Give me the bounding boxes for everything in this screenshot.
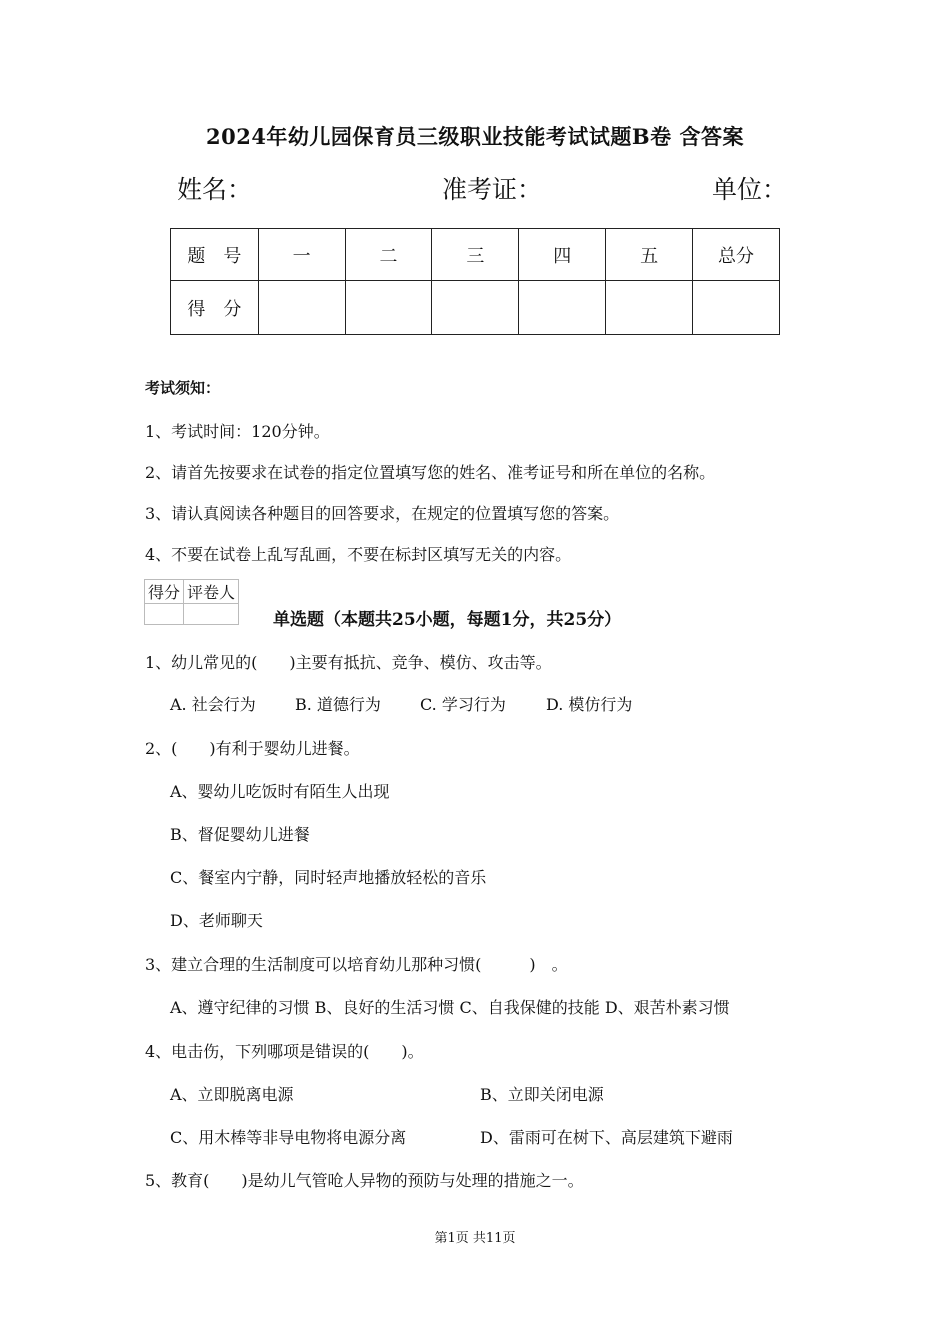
header-cell-4: 四 <box>519 229 606 281</box>
grader-reviewer-cell[interactable] <box>184 604 239 625</box>
question-option: D、雷雨可在树下、高层建筑下避雨 <box>480 1128 733 1147</box>
question-stem: 2、( )有利于婴幼儿进餐。 <box>145 739 360 758</box>
score-cell-2[interactable] <box>345 281 432 335</box>
question-option: B、督促婴幼儿进餐 <box>170 825 310 844</box>
score-table-header-row <box>171 229 780 281</box>
name-field-label: 姓名： <box>177 175 253 204</box>
score-cell-1[interactable] <box>258 281 345 335</box>
question-option: A、立即脱离电源 <box>170 1085 294 1104</box>
page-title: 2024年幼儿园保育员三级职业技能考试试题B卷 含答案 <box>205 124 744 149</box>
page-footer: 第1页 共11页 <box>434 1231 516 1246</box>
score-cell-total[interactable] <box>693 281 780 335</box>
candidate-fields <box>177 170 788 204</box>
question-stem: 4、电击伤，下列哪项是错误的( )。 <box>145 1042 424 1061</box>
section-title: 单选题（本题共25小题，每题1分，共25分） <box>273 610 622 630</box>
header-cell-question-number: 题 号 <box>171 229 259 281</box>
question-option: D. 模仿行为 <box>546 695 633 714</box>
question-stem: 1、幼儿常见的( )主要有抵抗、竞争、模仿、攻击等。 <box>145 653 552 672</box>
question-option: A、遵守纪律的习惯 B、良好的生活习惯 C、自我保健的技能 D、艰苦朴素习惯 <box>170 998 730 1017</box>
score-table <box>170 228 780 335</box>
score-table-score-row <box>171 281 780 335</box>
header-cell-1: 一 <box>258 229 345 281</box>
unit-field-label: 单位： <box>712 175 788 204</box>
header-cell-total: 总分 <box>693 229 780 281</box>
header-cell-2: 二 <box>345 229 432 281</box>
header-cell-3: 三 <box>432 229 519 281</box>
score-cell-5[interactable] <box>606 281 693 335</box>
score-cell-4[interactable] <box>519 281 606 335</box>
question-option: C、用木棒等非导电物将电源分离 <box>170 1128 407 1147</box>
question-option: B、立即关闭电源 <box>480 1085 604 1104</box>
notice-item: 3、请认真阅读各种题目的回答要求，在规定的位置填写您的答案。 <box>145 504 620 523</box>
question-stem: 5、教育( )是幼儿气管呛人异物的预防与处理的措施之一。 <box>145 1171 584 1190</box>
notice-item: 1、考试时间：120分钟。 <box>145 422 330 441</box>
notice-title: 考试须知： <box>145 379 221 397</box>
question-option: D、老师聊天 <box>170 911 263 930</box>
score-row-label: 得 分 <box>171 281 259 335</box>
score-cell-3[interactable] <box>432 281 519 335</box>
notice-item: 2、请首先按要求在试卷的指定位置填写您的姓名、准考证号和所在单位的名称。 <box>145 463 716 482</box>
question-stem: 3、建立合理的生活制度可以培育幼儿那种习惯( ) 。 <box>145 955 568 974</box>
question-option: B. 道德行为 <box>295 695 381 714</box>
question-option: A、婴幼儿吃饭时有陌生人出现 <box>170 782 390 801</box>
header-cell-5: 五 <box>606 229 693 281</box>
grader-score-cell[interactable] <box>145 604 184 625</box>
question-option: A. 社会行为 <box>170 695 256 714</box>
question-option: C. 学习行为 <box>420 695 506 714</box>
grader-score-label: 得分 <box>145 580 184 604</box>
grader-box <box>144 579 239 625</box>
grader-reviewer-label: 评卷人 <box>184 580 239 604</box>
exam-id-field-label: 准考证： <box>442 175 543 204</box>
question-option: C、餐室内宁静，同时轻声地播放轻松的音乐 <box>170 868 487 887</box>
notice-item: 4、不要在试卷上乱写乱画，不要在标封区填写无关的内容。 <box>145 545 572 564</box>
